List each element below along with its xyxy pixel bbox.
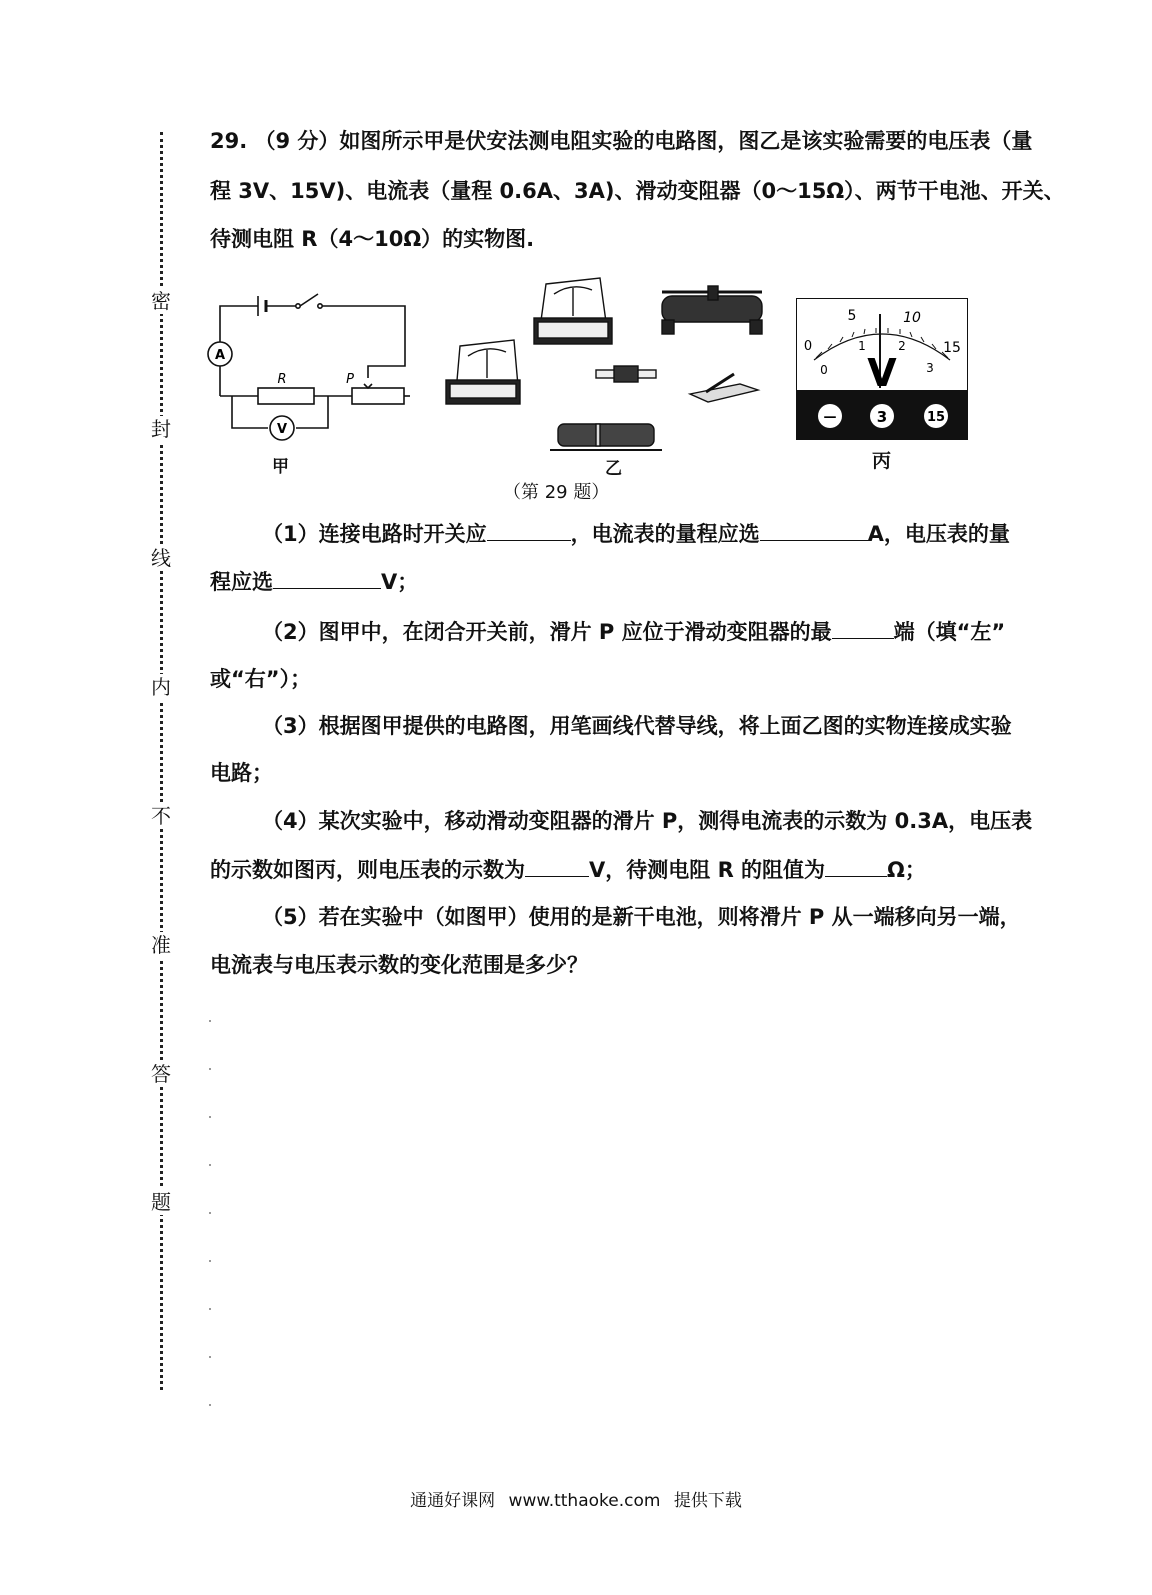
part-1-text-e: V；: [381, 570, 419, 594]
question-line-1: 29. （9 分）如图所示甲是伏安法测电阻实验的电路图，图乙是该实验需要的电压表（量: [210, 129, 1033, 153]
question-line-3: 待测电阻 R（4～10Ω）的实物图.: [210, 227, 535, 251]
margin-char: 题: [148, 1189, 174, 1215]
switch-device: [690, 374, 758, 402]
margin-char: 线: [148, 545, 174, 571]
part-5-line-2: 电流表与电压表示数的变化范围是多少？: [210, 953, 588, 977]
ammeter-symbol: A: [214, 348, 226, 363]
margin-char: 内: [148, 674, 174, 700]
margin-char: 封: [148, 416, 174, 442]
page-footer: [0, 1486, 1152, 1511]
answer-space-dot: [209, 1356, 211, 1358]
battery-device: [550, 424, 662, 450]
margin-char: 密: [148, 288, 174, 314]
answer-space-dot: [209, 1116, 211, 1118]
margin-char: 准: [148, 932, 174, 958]
question-line-2: 程 3V、15V)、电流表（量程 0.6A、3A)、滑动变阻器（0～15Ω）、两节干电池、开关、: [210, 179, 1065, 203]
answer-blank-voltage[interactable]: [525, 854, 589, 877]
ammeter-device: [446, 340, 520, 404]
dial-bottom-3: 3: [926, 361, 934, 375]
answer-space-dot: [209, 1068, 211, 1070]
figure-bing-label: 丙: [872, 450, 892, 472]
answer-blank-switch[interactable]: [487, 518, 571, 541]
dial-volt-symbol: V: [867, 351, 897, 395]
figure-yi-label: 乙: [605, 459, 622, 479]
answer-blank-resistance[interactable]: [825, 854, 887, 877]
part-1-text-c: A，电压表的量: [867, 522, 1010, 546]
answer-blank-slider-end[interactable]: [832, 616, 894, 639]
dial-top-10: 10: [903, 310, 921, 326]
answer-space-dot: [209, 1308, 211, 1310]
terminal-negative: —: [823, 410, 837, 425]
resistor-device: [596, 366, 656, 382]
answer-blank-ammeter-range[interactable]: [760, 518, 868, 541]
answer-blank-voltmeter-range[interactable]: [273, 566, 381, 589]
answer-space-dot: [209, 1404, 211, 1406]
circuit-diagram: [200, 284, 420, 444]
voltmeter-symbol: V: [276, 422, 288, 437]
part-1-line-2: [210, 566, 418, 597]
part-4-line-2: [210, 854, 926, 885]
margin-char: 答: [148, 1061, 174, 1087]
dial-bottom-1: 1: [858, 339, 866, 353]
voltmeter-device: [534, 278, 612, 344]
part-4-text-d: Ω；: [887, 858, 926, 882]
part-4-line-1: （4）某次实验中，移动滑动变阻器的滑片 P，测得电流表的示数为 0.3A，电压表: [262, 809, 1033, 833]
part-2-text-b: 端（填“左”: [893, 620, 1006, 644]
answer-space-dot: [209, 1164, 211, 1166]
dial-top-0: 0: [803, 339, 813, 354]
resistor-label: R: [277, 372, 287, 387]
answer-space-dot: [209, 1212, 211, 1214]
part-1-line-1: [262, 518, 1010, 549]
margin-char: 不: [148, 803, 174, 829]
voltmeter-dial: [796, 298, 968, 440]
apparatus-figure: [440, 274, 780, 466]
figure-jia-label: 甲: [272, 457, 289, 477]
answer-space-dot: [209, 1020, 211, 1022]
dial-bottom-0: 0: [820, 363, 828, 377]
terminal-15: 15: [926, 410, 946, 425]
part-3-line-1: （3）根据图甲提供的电路图，用笔画线代替导线，将上面乙图的实物连接成实验: [262, 714, 1012, 738]
part-5-line-1: （5）若在实验中（如图甲）使用的是新干电池，则将滑片 P 从一端移向另一端，: [262, 905, 1021, 929]
dial-bottom-2: 2: [898, 339, 906, 353]
figure-caption: （第 29 题）: [503, 482, 610, 503]
footer-site: 通通好课网: [410, 1491, 496, 1511]
part-1-text-b: ，电流表的量程应选: [570, 522, 760, 546]
terminal-3: 3: [876, 408, 888, 426]
footer-url[interactable]: www.tthaoke.com: [508, 1491, 661, 1511]
footer-note: 提供下载: [673, 1491, 742, 1511]
part-1-text-d: 程应选: [210, 570, 273, 594]
rheostat-device: [662, 286, 762, 334]
part-4-text-c: V，待测电阻 R 的阻值为: [589, 858, 826, 882]
part-2-text-a: （2）图甲中，在闭合开关前，滑片 P 应位于滑动变阻器的最: [262, 620, 832, 644]
part-1-text-a: （1）连接电路时开关应: [262, 522, 487, 546]
dial-top-15: 15: [943, 340, 961, 356]
dial-top-5: 5: [847, 308, 857, 324]
slider-label: P: [346, 372, 354, 387]
part-4-text-b: 的示数如图丙，则电压表的示数为: [210, 858, 525, 882]
answer-space-dot: [209, 1260, 211, 1262]
part-3-line-2: 电路；: [210, 761, 273, 785]
part-2-line-2: 或“右”）；: [210, 667, 312, 691]
part-2-line-1: [262, 616, 1005, 647]
